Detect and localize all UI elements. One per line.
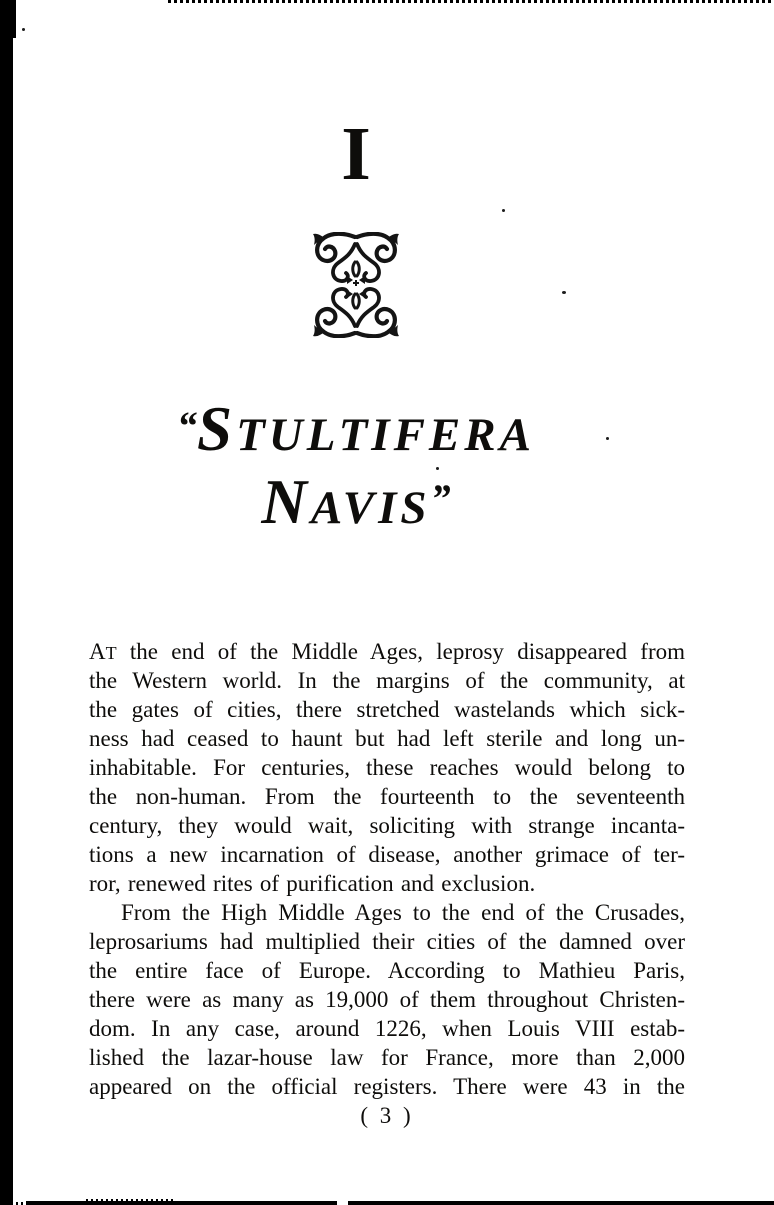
fleuron-ornament-icon bbox=[0, 232, 712, 343]
lead-capital: A bbox=[89, 639, 106, 664]
chapter-title-line-1 bbox=[0, 394, 712, 467]
text-line: the Western world. In the margins of the community, at bbox=[89, 668, 685, 693]
text-line bbox=[89, 637, 685, 666]
chapter-number: I bbox=[341, 112, 371, 196]
text-span: the end of the Middle Ages, leprosy disappeared from bbox=[129, 639, 685, 664]
title-text: AVIS bbox=[310, 482, 431, 534]
text-line: the gates of cities, there stretched wastelands which sick- bbox=[89, 697, 685, 722]
title-close-quote: ” bbox=[430, 476, 451, 521]
title-swash-initial: N bbox=[261, 467, 311, 537]
scan-edge-bottom-gap bbox=[337, 1200, 348, 1205]
text-line: there were as many as 19,000 of them throughout Christen- bbox=[89, 987, 685, 1012]
text-line: century, they would wait, soliciting with strange incanta- bbox=[89, 813, 685, 838]
scan-edge-bottom-dots bbox=[86, 1199, 176, 1201]
text-line: inhabitable. For centuries, these reaches would belong to bbox=[89, 755, 685, 780]
scan-speck bbox=[502, 209, 505, 212]
text-line: leprosariums had multiplied their cities of the damned over bbox=[89, 929, 685, 954]
text-line: the non-human. From the fourteenth to the seventeenth bbox=[89, 784, 685, 809]
text-line: lished the lazar-house law for France, more than 2,000 bbox=[89, 1045, 685, 1070]
lead-small-capital: T bbox=[105, 643, 117, 663]
scan-edge-top-rule bbox=[168, 0, 774, 3]
text-line: dom. In any case, around 1226, when Louis VIII estab- bbox=[89, 1016, 685, 1041]
body-text bbox=[89, 637, 685, 1101]
text-line: appeared on the official registers. There were 43 in the bbox=[89, 1074, 685, 1099]
scan-speck bbox=[22, 28, 25, 31]
title-swash-initial: S bbox=[197, 394, 237, 464]
scan-edge-bottom-rule bbox=[26, 1201, 774, 1205]
text-line: From the High Middle Ages to the end of the Crusades, bbox=[121, 900, 685, 925]
text-line: tions a new incarnation of disease, another grimace of ter- bbox=[89, 842, 685, 867]
chapter-title bbox=[0, 394, 712, 540]
text-line: the entire face of Europe. According to Mathieu Paris, bbox=[89, 958, 685, 983]
text-line: ness had ceased to haunt but had left sterile and long un- bbox=[89, 726, 685, 751]
page-number: ( 3 ) bbox=[360, 1103, 414, 1128]
text-line: ror, renewed rites of purification and exclusion. bbox=[89, 871, 536, 896]
scan-edge-left-bar-top bbox=[0, 0, 16, 38]
title-open-quote: “ bbox=[177, 403, 198, 448]
chapter-title-line-2 bbox=[0, 467, 712, 540]
title-text: TULTIFERA bbox=[236, 409, 535, 461]
